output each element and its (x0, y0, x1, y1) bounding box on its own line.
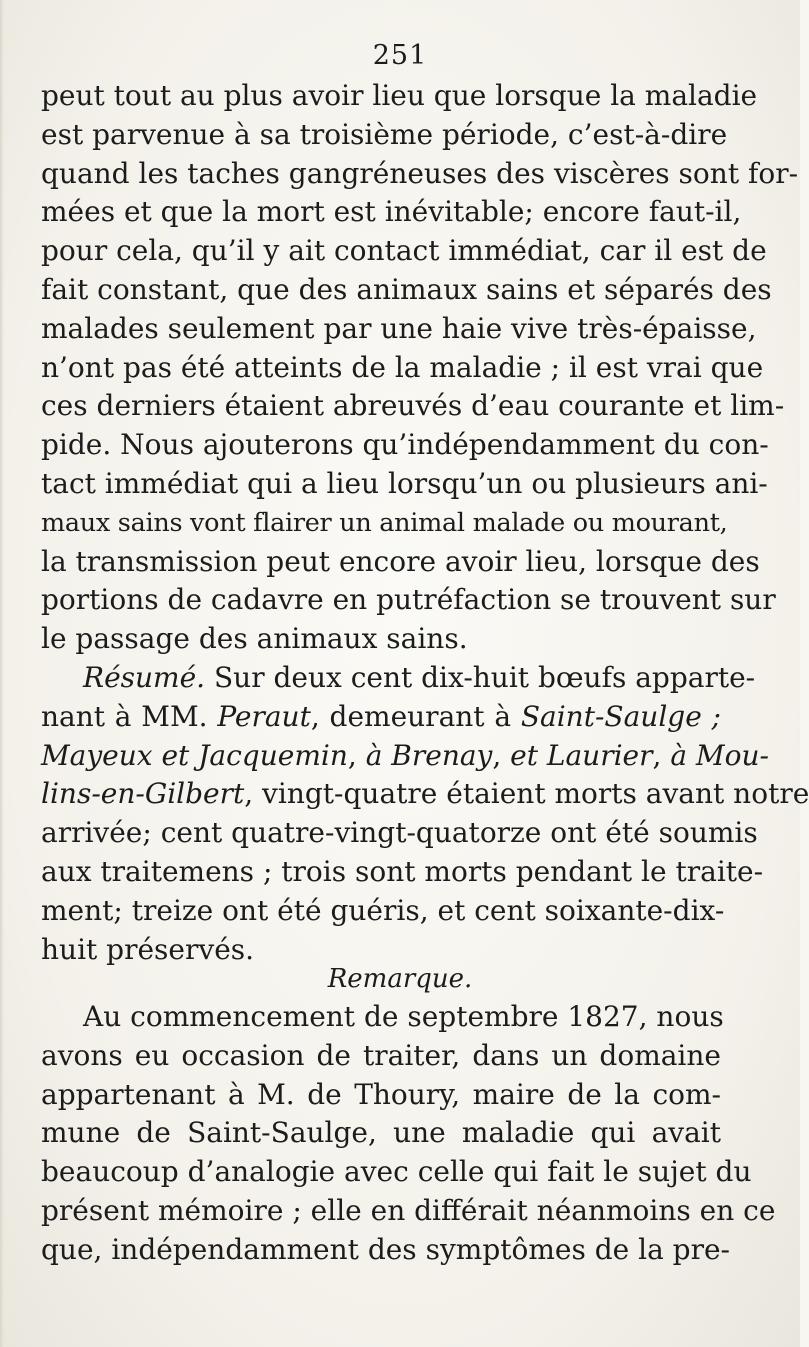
resume-line (41, 698, 721, 737)
owner-name: et Laurier (510, 738, 653, 772)
owner-name: Peraut (217, 699, 311, 733)
place-name: lins-en-Gilbert (41, 777, 245, 811)
text-line: malades seulement par une haie vive très-épaisse, (41, 311, 757, 345)
resume-line (41, 737, 769, 776)
text-line: quand les taches gangréneuses des viscères sont for- (41, 156, 799, 190)
resume-line: arrivée; cent quatre-vingt-quatorze ont été soumis (41, 816, 758, 850)
resume-line: huit préservés. (41, 932, 255, 966)
text-line: peut tout au plus avoir lieu que lorsque la maladie (41, 79, 758, 112)
text-line: beaucoup d’analogie avec celle qui fait le sujet du (41, 1155, 752, 1189)
resume-label: Résumé. (83, 660, 206, 694)
text-line: présent mémoire ; elle en différait néanmoins en ce (41, 1193, 776, 1227)
paragraph-remarque (41, 998, 776, 1270)
text-line: tact immédiat qui a lieu lorsqu’un ou plusieurs ani- (41, 466, 768, 500)
page-edge-shadow (0, 0, 4, 1347)
text-line: maux sains vont flairer un animal malade ou mourant, (41, 507, 728, 538)
text-line: la transmission peut encore avoir lieu, lorsque des (41, 544, 760, 578)
text-line: appartenant à M. de Thoury, maire de la com- (41, 1077, 721, 1111)
text-line: mées et que la mort est inévitable; encore faut-il, (41, 195, 742, 229)
resume-line (41, 659, 756, 698)
resume-line: aux traitemens ; trois sont morts pendant le traite- (41, 854, 764, 888)
text-segment: Sur deux cent dix-huit bœufs apparte- (205, 660, 756, 694)
text-line: pide. Nous ajouterons qu’indépendamment du con- (41, 428, 769, 462)
text-line: ces derniers étaient abreuvés d’eau courante et lim- (41, 389, 785, 423)
paragraph-contagion (41, 77, 809, 969)
text-line: mune de Saint-Saulge, une maladie qui avait (41, 1116, 721, 1150)
text-segment: , demeurant à (310, 699, 521, 733)
text-line: avons eu occasion de traiter, dans un domaine (41, 1038, 721, 1072)
place-name: à Brenay (365, 738, 493, 772)
text-segment: nant à MM. (41, 699, 218, 733)
text-line: que, indépendamment des symptômes de la pre- (41, 1232, 731, 1266)
section-heading-remarque: Remarque. (327, 964, 473, 994)
page-number: 251 (372, 40, 428, 71)
text-line: est parvenue à sa troisième période, c’est-à-dire (41, 117, 728, 151)
text-line: Au commencement de septembre 1827, nous (83, 1000, 724, 1033)
text-segment: , (347, 738, 366, 772)
text-line: n’ont pas été atteints de la maladie ; il est vrai que (41, 350, 764, 384)
place-name: Saint-Saulge ; (520, 699, 721, 733)
text-line: le passage des animaux sains. (41, 622, 468, 656)
text-line: fait constant, que des animaux sains et séparés des (41, 272, 772, 306)
text-line: portions de cadavre en putréfaction se trouvent sur (41, 583, 776, 617)
owner-names: Mayeux et Jacquemin (41, 738, 348, 772)
text-line: pour cela, qu’il y ait contact immédiat, car il est de (41, 234, 767, 268)
text-segment: , vingt-quatre étaient morts avant notre (244, 777, 809, 811)
text-segment: , (652, 738, 671, 772)
resume-line: ment; treize ont été guéris, et cent soixante-dix- (41, 893, 725, 927)
text-segment: , (492, 738, 511, 772)
place-name: à Mou- (670, 738, 769, 772)
resume-line (41, 775, 809, 814)
